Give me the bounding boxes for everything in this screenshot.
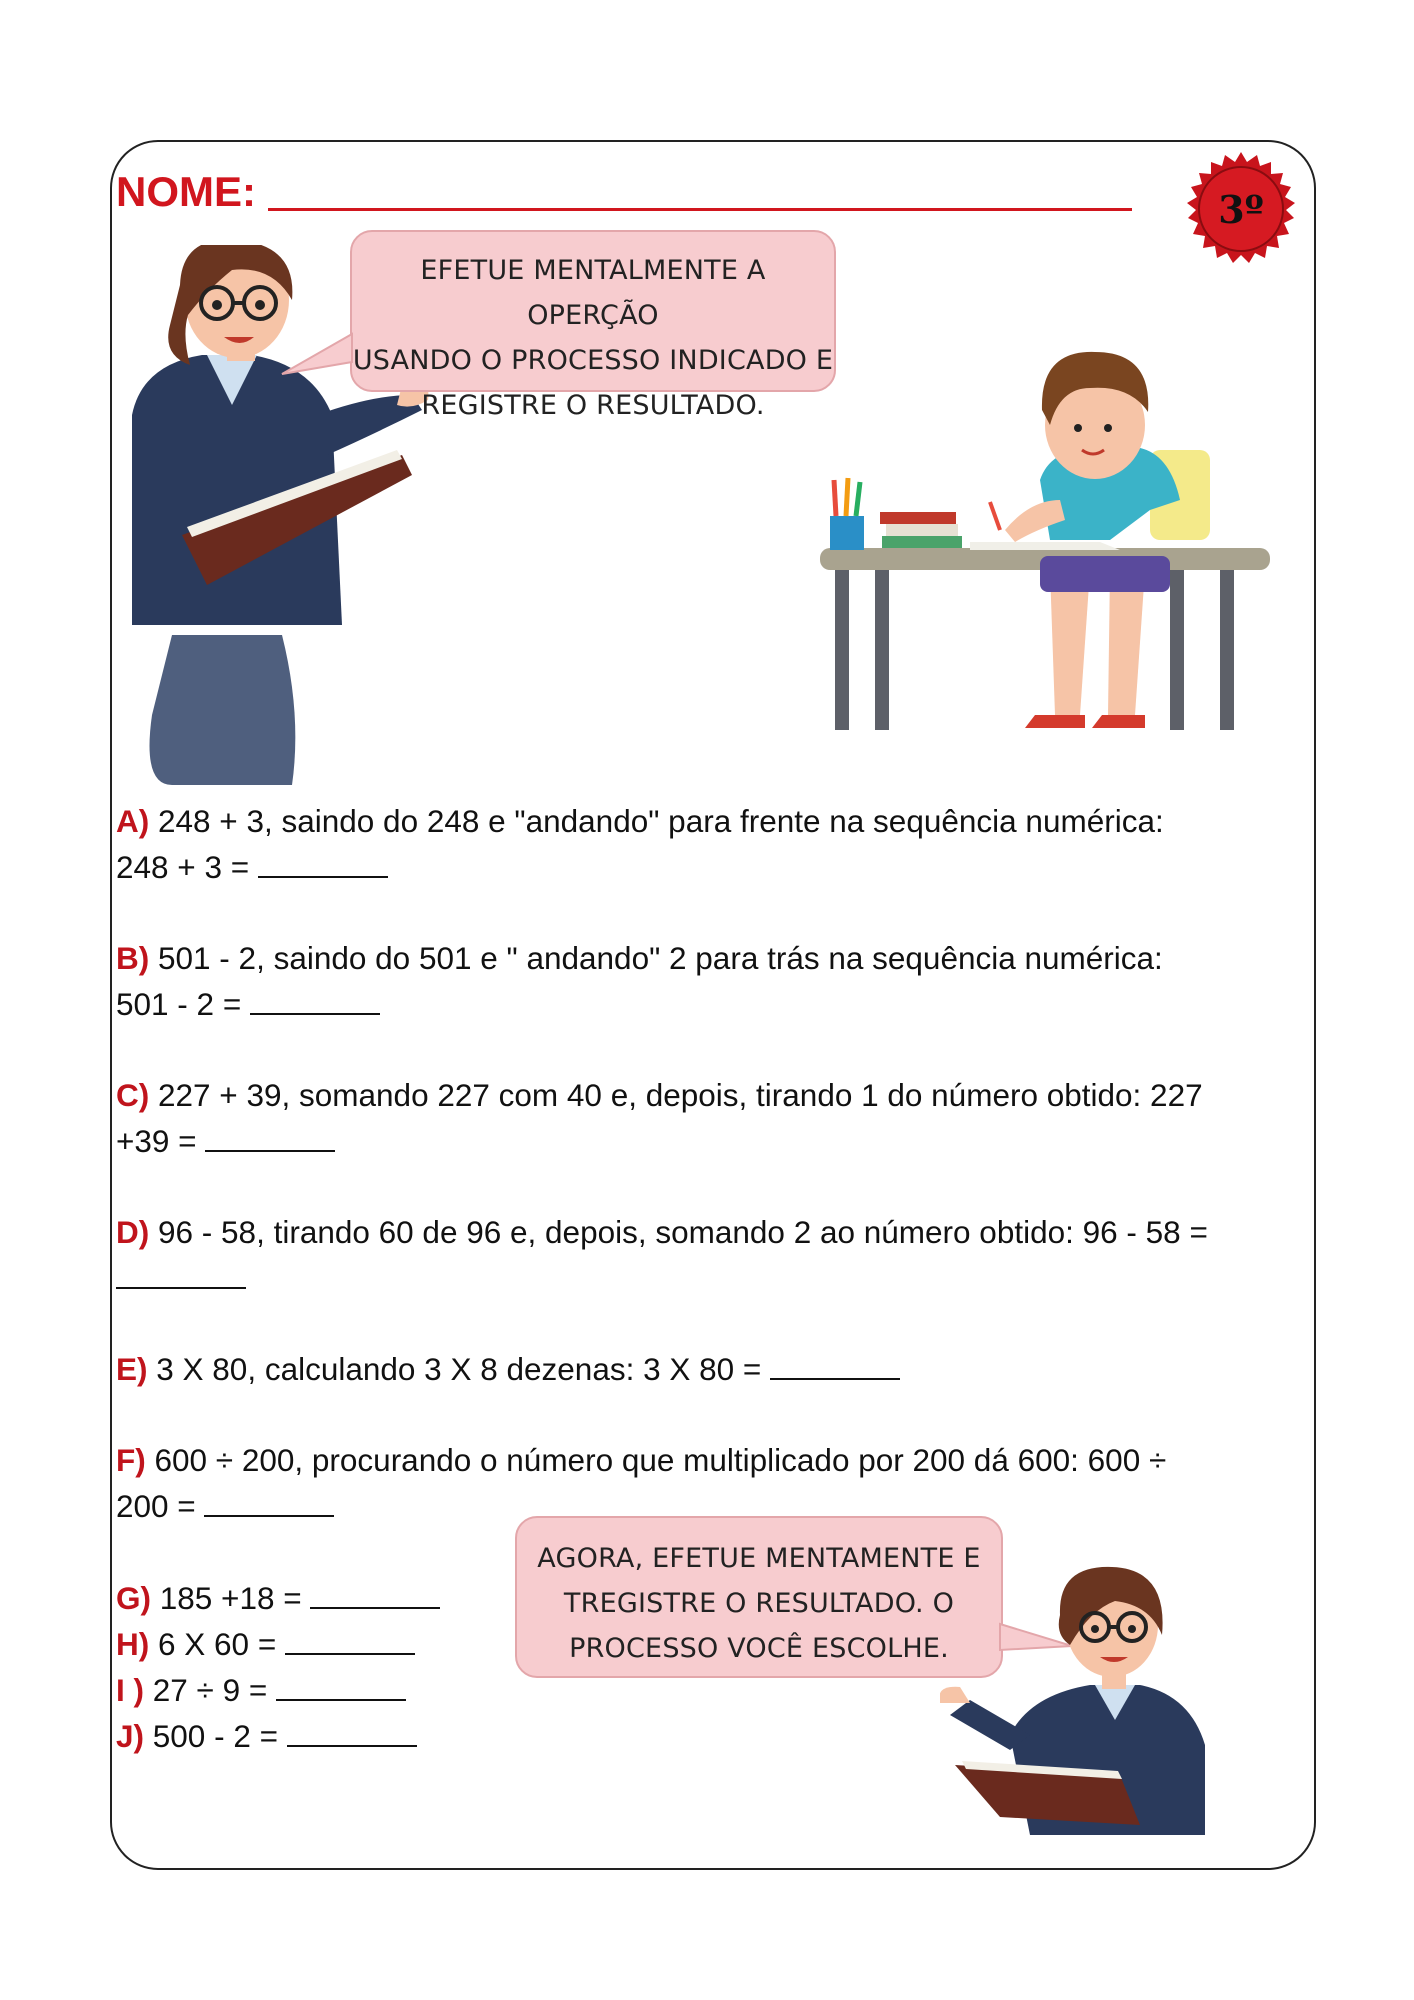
bubble-line: USANDO O PROCESSO INDICADO E [352,345,834,376]
answer-blank[interactable] [310,1581,440,1609]
answer-blank[interactable] [258,850,388,878]
exercise-text: 227 + 39, somando 227 com 40 e, depois, tirando 1 do número obtido: 227 [149,1077,1203,1113]
bubble-line: REGISTRE O RESULTADO. [421,390,765,421]
exercise-equation: 185 +18 = [151,1580,311,1616]
exercise-letter: H) [116,1626,150,1662]
answer-blank[interactable] [287,1719,417,1747]
exercise-d [116,1209,1296,1301]
exercise-equation: +39 = [116,1123,206,1159]
exercise-letter: I ) [116,1672,144,1708]
answer-blank[interactable] [770,1352,900,1380]
teacher-illustration-small [940,1535,1220,1835]
exercise-letter: B) [116,940,150,976]
exercise-letter: J) [116,1718,145,1754]
exercise-letter: A) [116,803,150,839]
exercise-text: 96 - 58, tirando 60 de 96 e, depois, somando 2 ao número obtido: 96 - 58 = [149,1214,1208,1250]
instruction-bubble-bottom [515,1516,1003,1678]
name-label: NOME: [116,168,256,215]
answer-blank[interactable] [250,987,380,1015]
exercise-text: 248 + 3, saindo do 248 e "andando" para frente na sequência numérica: [149,803,1164,839]
answer-blank[interactable] [205,1124,335,1152]
exercise-equation: 501 - 2 = [116,986,250,1022]
bubble-line: TREGISTRE O RESULTADO. O [563,1588,955,1619]
exercise-letter: E) [116,1351,148,1387]
exercise-equation: 248 + 3 = [116,849,258,885]
exercise-letter: C) [116,1077,150,1113]
bubble-line: AGORA, EFETUE MENTAMENTE E [537,1543,981,1574]
bubble-line: EFETUE MENTALMENTE A OPERÇÃO [420,255,766,331]
answer-blank[interactable] [116,1261,246,1289]
answer-blank[interactable] [276,1673,406,1701]
answer-blank[interactable] [204,1489,334,1517]
exercise-e [116,1346,1296,1392]
quick-exercises [116,1575,516,1759]
exercise-b [116,935,1296,1027]
exercise-text: 600 ÷ 200, procurando o número que multiplicado por 200 dá 600: 600 ÷ [145,1442,1167,1478]
exercise-equation: 27 ÷ 9 = [144,1672,276,1708]
answer-blank[interactable] [285,1627,415,1655]
exercise-text: 3 X 80, calculando 3 X 8 dezenas: 3 X 80 = [147,1351,771,1387]
grade-badge: 3º [1218,186,1264,232]
exercise-text: 501 - 2, saindo do 501 e " andando" 2 para trás na sequência numérica: [149,940,1163,976]
exercise-equation: 500 - 2 = [144,1718,287,1754]
exercise-letter: F) [116,1442,146,1478]
exercise-equation: 200 = [116,1488,205,1524]
instruction-bubble-top [350,230,836,421]
exercise-a [116,798,1296,890]
bubble-tail-icon [278,330,358,380]
exercise-letter: G) [116,1580,151,1616]
student-desk-illustration [790,330,1270,740]
exercise-equation: 6 X 60 = [149,1626,285,1662]
exercise-c [116,1072,1296,1164]
exercise-letter: D) [116,1214,150,1250]
bubble-line: PROCESSO VOCÊ ESCOLHE. [569,1633,949,1664]
name-input-line[interactable] [268,208,1132,211]
